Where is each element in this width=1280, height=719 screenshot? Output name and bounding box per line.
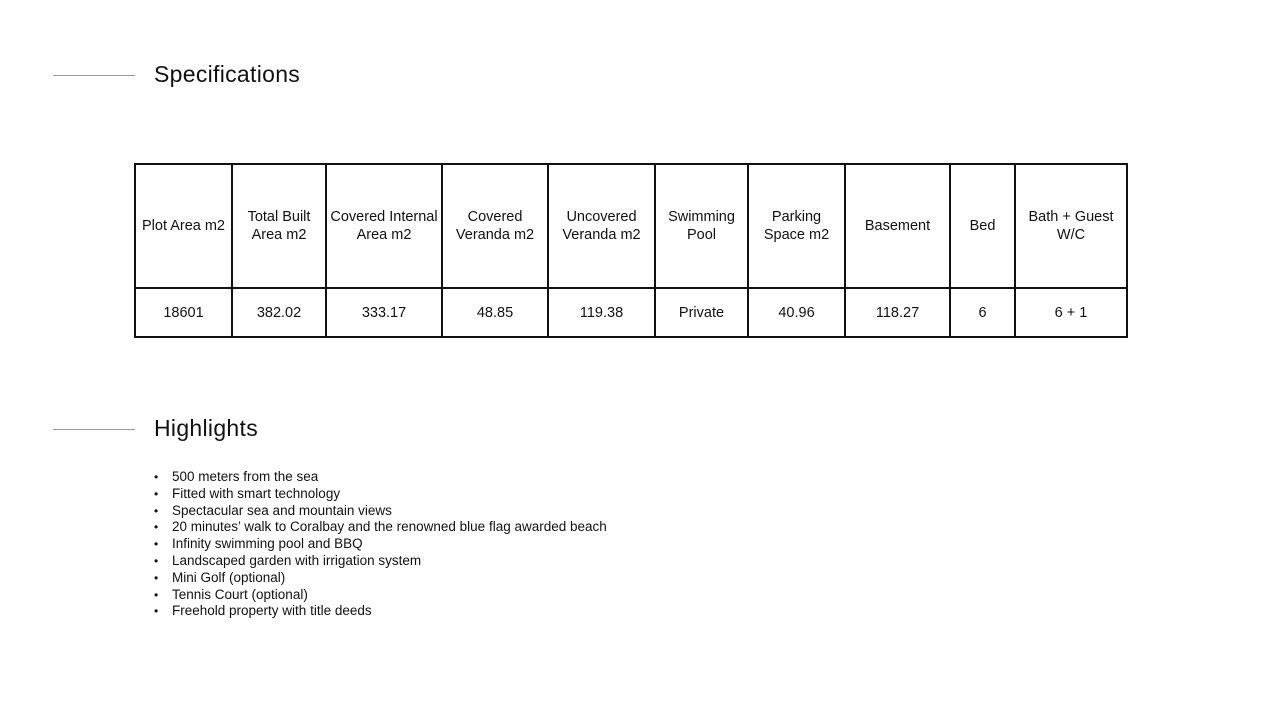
list-item xyxy=(154,553,607,570)
bullet-icon: • xyxy=(154,570,159,585)
table-cell: 40.96 xyxy=(748,288,845,337)
column-header: Bath + Guest W/C xyxy=(1015,164,1127,288)
list-item xyxy=(154,536,607,553)
list-item xyxy=(154,503,607,520)
bullet-icon: • xyxy=(154,486,159,501)
list-item-text: Freehold property with title deeds xyxy=(172,603,372,619)
highlights-heading: Highlights xyxy=(154,415,258,441)
specifications-table xyxy=(134,163,1128,338)
table-cell: 118.27 xyxy=(845,288,950,337)
list-item-text: Tennis Court (optional) xyxy=(172,586,308,602)
list-item-text: Mini Golf (optional) xyxy=(172,569,286,585)
list-item xyxy=(154,603,607,620)
bullet-icon: • xyxy=(154,470,159,484)
bullet-icon: • xyxy=(154,553,159,568)
column-header: Parking Space m2 xyxy=(748,164,845,288)
column-header: Bed xyxy=(950,164,1015,288)
list-item xyxy=(154,519,607,536)
highlights-divider xyxy=(53,429,135,430)
list-item xyxy=(154,587,607,604)
bullet-icon: • xyxy=(154,503,159,518)
table-header-row xyxy=(135,164,1127,288)
column-header: Covered Internal Area m2 xyxy=(326,164,442,288)
list-item xyxy=(154,469,607,486)
list-item-text: Landscaped garden with irrigation system xyxy=(172,552,422,568)
highlights-list xyxy=(154,469,607,620)
specifications-divider xyxy=(53,75,135,76)
list-item-text: 20 minutes’ walk to Coralbay and the renowned blue flag awarded beach xyxy=(172,519,607,535)
specifications-heading: Specifications xyxy=(154,61,301,87)
table-cell: Private xyxy=(655,288,748,337)
list-item-text: Infinity swimming pool and BBQ xyxy=(172,536,363,552)
column-header: Uncovered Veranda m2 xyxy=(548,164,655,288)
list-item-text: Fitted with smart technology xyxy=(172,485,341,501)
list-item xyxy=(154,486,607,503)
bullet-icon: • xyxy=(154,520,159,535)
table-cell: 333.17 xyxy=(326,288,442,337)
table-cell: 6 + 1 xyxy=(1015,288,1127,337)
bullet-icon: • xyxy=(154,604,159,619)
list-item-text: Spectacular sea and mountain views xyxy=(172,502,392,518)
table-cell: 382.02 xyxy=(232,288,326,337)
table-cell: 48.85 xyxy=(442,288,548,337)
column-header: Swimming Pool xyxy=(655,164,748,288)
column-header: Covered Veranda m2 xyxy=(442,164,548,288)
table-row xyxy=(135,288,1127,337)
table-cell: 119.38 xyxy=(548,288,655,337)
list-item-text: 500 meters from the sea xyxy=(172,469,319,484)
bullet-icon: • xyxy=(154,587,159,602)
column-header: Plot Area m2 xyxy=(135,164,232,288)
bullet-icon: • xyxy=(154,537,159,552)
table-cell: 6 xyxy=(950,288,1015,337)
column-header: Total Built Area m2 xyxy=(232,164,326,288)
table-cell: 18601 xyxy=(135,288,232,337)
list-item xyxy=(154,570,607,587)
column-header: Basement xyxy=(845,164,950,288)
